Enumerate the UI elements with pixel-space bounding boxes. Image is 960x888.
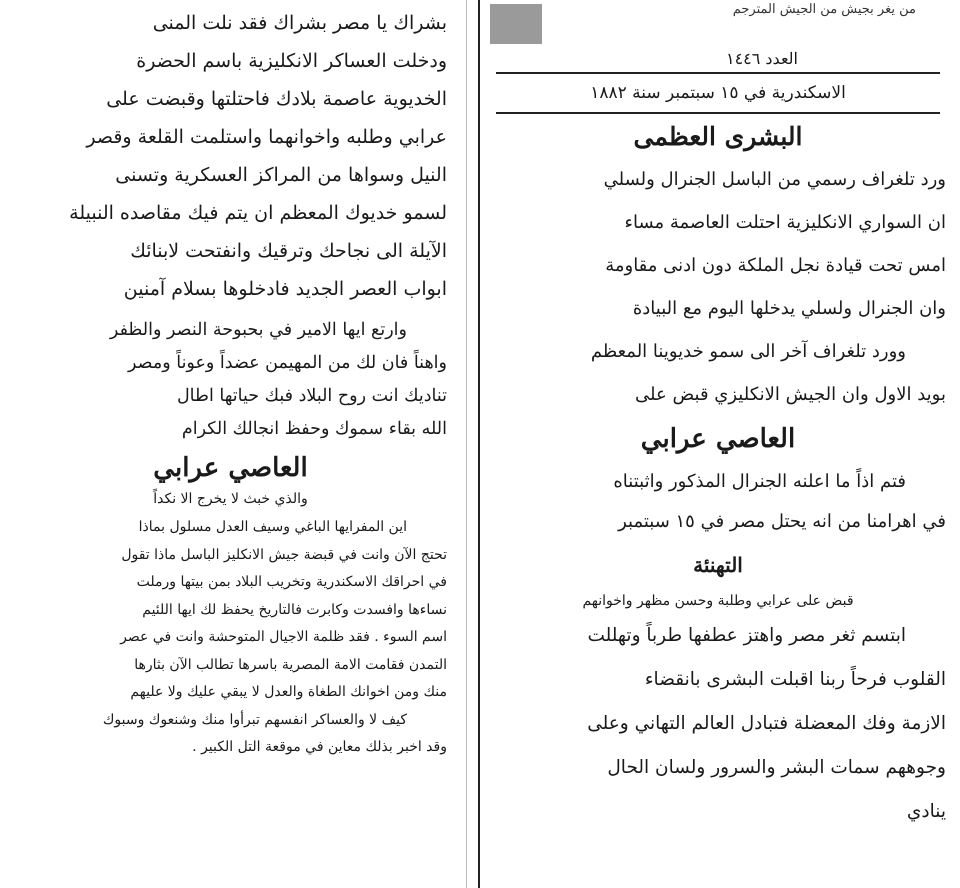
left-subheading: والذي خبث لا يخرج الا نكداً <box>153 491 308 507</box>
text-line: الخديوية عاصمة بلادك فاحتلتها وقبضت على <box>106 88 447 110</box>
text-line: الازمة وفك المعضلة فتبادل العالم التهاني وعلى <box>587 713 946 734</box>
left-heading: العاصي عرابي <box>153 453 308 483</box>
masthead-strip <box>490 0 946 46</box>
column-divider <box>466 0 480 888</box>
text-line: النيل وسواها من المراكز العسكرية وتسنى <box>115 164 447 186</box>
text-line: اسم السوء . فقد ظلمة الاجيال المتوحشة وانت في عصر <box>120 629 447 645</box>
text-line: وان الجنرال ولسلي يدخلها اليوم مع البيادة <box>632 298 946 319</box>
text-line: فتم اذاً ما اعلنه الجنرال المذكور واثبتناه <box>613 471 906 492</box>
text-line: ودخلت العساكر الانكليزية باسم الحضرة <box>136 50 447 72</box>
text-line: القلوب فرحاً ربنا اقبلت البشرى بانقضاء <box>644 669 946 690</box>
right-paragraph-3 <box>490 614 946 834</box>
text-line: تناديك انت روح البلاد فبك حياتها اطال <box>176 386 447 406</box>
text-line: واهناً فان لك من المهيمن عضداً وعوناً ومصر <box>128 353 447 373</box>
text-line: في اهرامنا من انه يحتل مصر في ١٥ سبتمبر <box>618 511 946 532</box>
headline-good-news: البشرى العظمى <box>633 122 803 151</box>
text-line: ينادي <box>906 801 946 822</box>
masthead-text: من يغر بجيش من الجيش المترجم <box>732 2 916 17</box>
text-line: اين المفرايها الباغي وسيف العدل مسلول بماذا <box>138 519 407 535</box>
text-line: التمدن فقامت الامة المصرية باسرها تطالب الآن بثارها <box>134 656 447 673</box>
headline-urabi: العاصي عرابي <box>640 424 796 454</box>
left-paragraph-2 <box>14 314 447 446</box>
right-paragraph-2 <box>490 462 946 542</box>
text-line: ابواب العصر الجديد فادخلوها بسلام آمنين <box>123 278 447 300</box>
text-line: الآيلة الى نجاحك وترقيك وانفتحت لابنائك <box>130 240 447 262</box>
text-line: لسمو خديوك المعظم ان يتم فيك مقاصده النبيلة <box>69 202 447 224</box>
bottom-rule <box>496 112 940 114</box>
dateline: الاسكندرية في ١٥ سبتمبر سنة ١٨٨٢ <box>590 83 846 103</box>
text-line: في احراقك الاسكندرية وتخريب البلاد بمن بيتها ورملت <box>136 574 447 590</box>
text-line: بويد الاول وان الجيش الانكليزي قبض على <box>635 384 946 405</box>
text-line: امس تحت قيادة نجل الملكة دون ادنى مقاومة <box>605 255 946 276</box>
text-line: الله بقاء سموك وحفظ انجالك الكرام <box>181 419 447 439</box>
left-column <box>0 0 465 888</box>
text-line: بشراك يا مصر بشراك فقد نلت المنى <box>152 12 447 34</box>
right-column <box>480 0 960 888</box>
issue-number: العدد ١٤٤٦ <box>725 49 798 68</box>
text-line: ابتسم ثغر مصر واهتز عطفها طرباً وتهللت <box>587 625 906 646</box>
text-line: نساءها وافسدت وكابرت فالتاريخ يحفظ لك ايها اللئيم <box>142 601 447 618</box>
text-line: وجوههم سمات البشر والسرور ولسان الحال <box>607 757 946 778</box>
text-line: وقد اخبر بذلك معاين في موقعة التل الكبير . <box>192 739 447 755</box>
text-line: تحتج الآن وانت في قبضة جيش الانكليز الباسل ماذا تقول <box>121 546 447 563</box>
text-line: ورد تلغراف رسمي من الباسل الجنرال ولسلي <box>603 169 946 190</box>
headline-congratulations: التهنئة <box>693 553 743 577</box>
text-line: منك ومن اخوانك الطغاة والعدل لا يبقي عليك ولا عليهم <box>130 684 447 700</box>
text-line: وورد تلغراف آخر الى سمو خديوينا المعظم <box>590 341 906 362</box>
right-paragraph-1 <box>490 158 946 416</box>
masthead-image <box>490 4 542 44</box>
text-line: وارتع ايها الامير في بحبوحة النصر والظفر <box>109 320 407 340</box>
subheadline-arrest: قبض على عرابي وطلبة وحسن مظهر واخوانهم <box>582 593 854 609</box>
text-line: كيف لا والعساكر انفسهم تبرأوا منك وشنعوك وسبوك <box>102 711 407 728</box>
text-line: عرابي وطلبه واخوانهما واستلمت القلعة وقصر <box>86 126 447 148</box>
left-paragraph-1 <box>14 4 447 308</box>
left-paragraph-3 <box>14 514 447 762</box>
text-line: ان السواري الانكليزية احتلت العاصمة مساء <box>624 212 946 233</box>
